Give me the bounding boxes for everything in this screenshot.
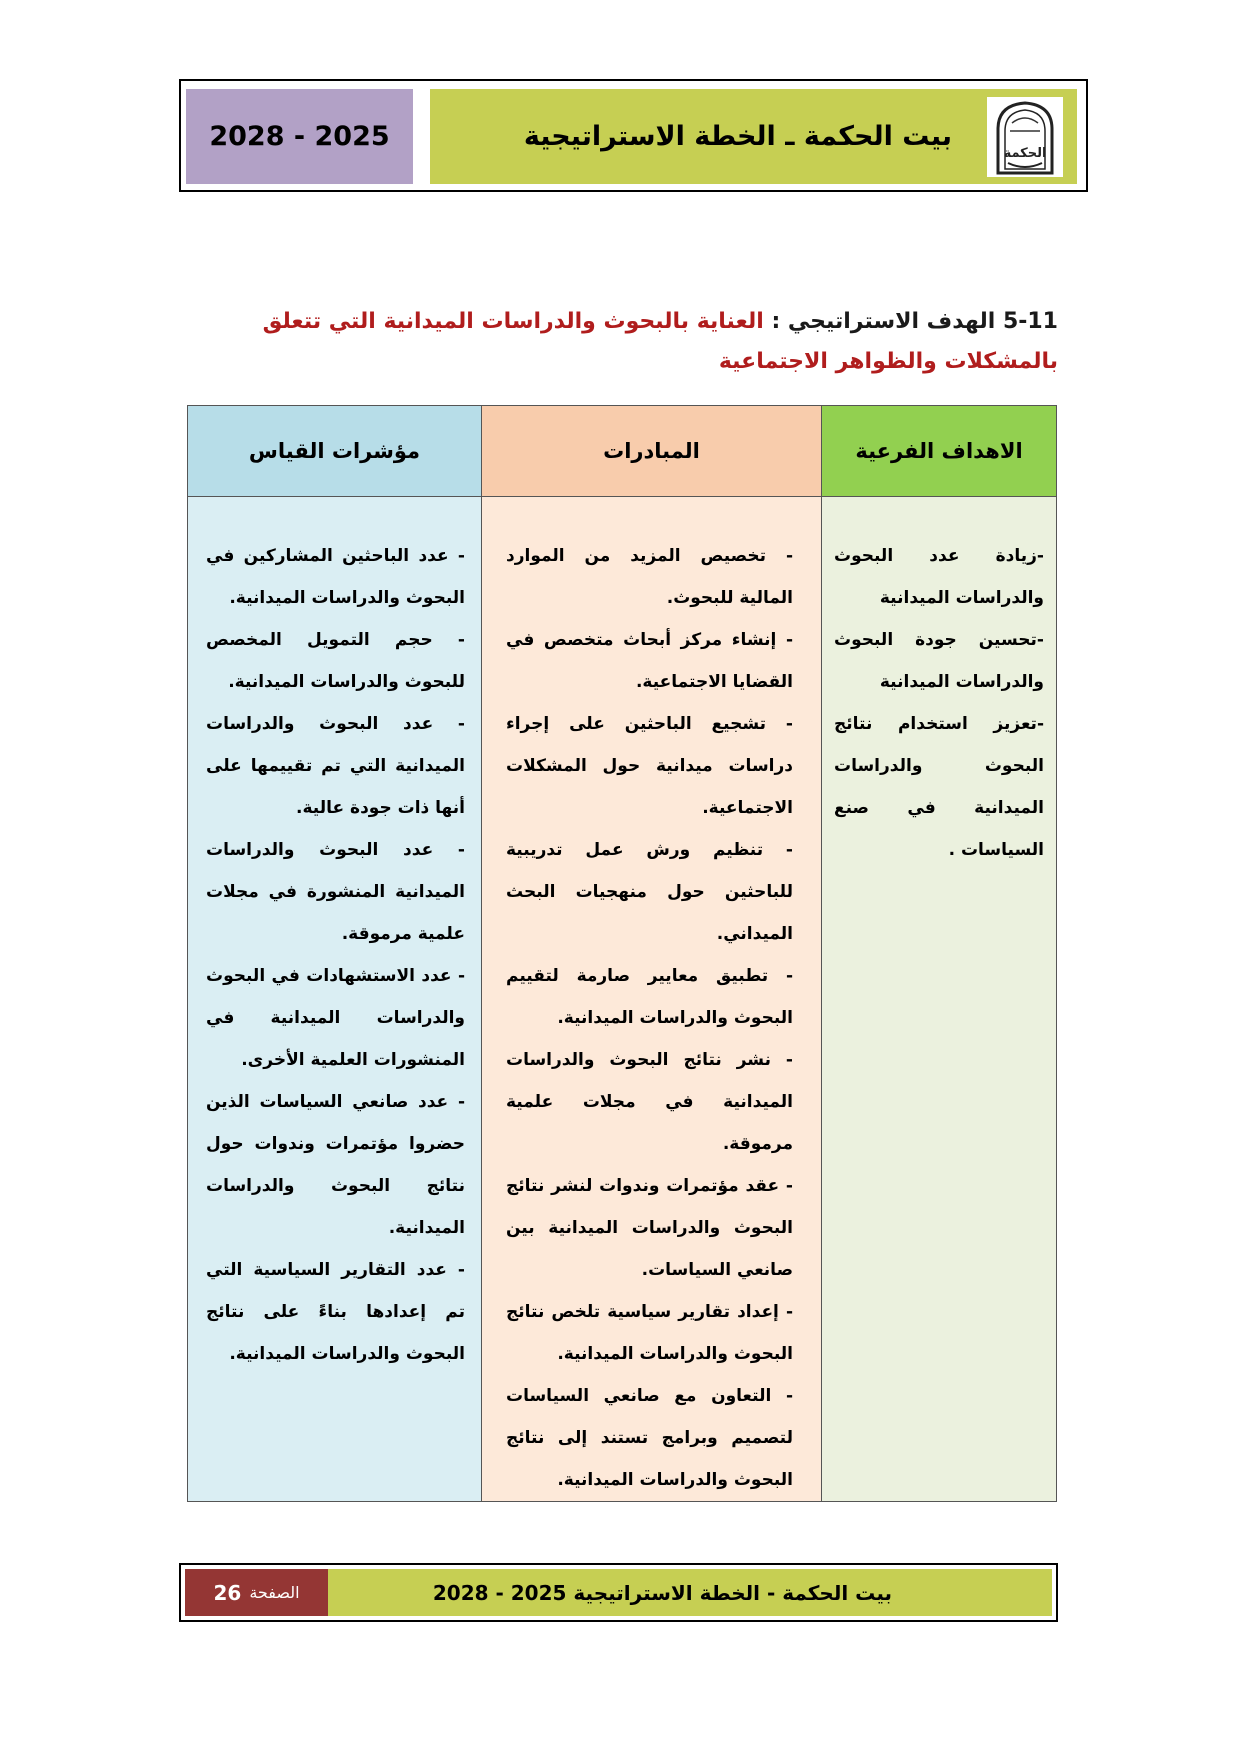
indicator-item: - عدد الاستشهادات في البحوث والدراسات الميدانية في المنشورات العلمية الأخرى. [206,966,465,1070]
table-row [188,497,1057,1502]
goal-number: 5-11 [1002,309,1058,334]
strategic-goal-heading [200,302,1058,382]
page-label: الصفحة [249,1583,300,1602]
indicator-item: - عدد الباحثين المشاركين في البحوث والدراسات الميدانية. [206,546,465,608]
initiative-item: - إنشاء مركز أبحاث متخصص في القضايا الاجتماعية. [506,630,793,692]
initiatives-cell [482,497,822,1502]
svg-text:الحكمة: الحكمة [1003,146,1047,161]
initiative-item: - التعاون مع صانعي السياسات لتصميم وبرامج تستند إلى نتائج البحوث والدراسات الميدانية. [506,1386,793,1490]
page-header [179,79,1088,192]
header-title-box [430,89,1077,184]
indicator-item: - عدد البحوث والدراسات الميدانية المنشورة في مجلات علمية مرموقة. [206,840,465,944]
sub-goal-item: -تحسين جودة البحوث والدراسات الميدانية [834,630,1044,692]
page-number: 26 [213,1580,242,1605]
strategy-table [187,405,1057,1502]
initiative-item: - تشجيع الباحثين على إجراء دراسات ميدانية حول المشكلات الاجتماعية. [506,714,793,818]
header-years: 2025 - 2028 [209,121,390,152]
sub-goal-item: -تعزيز استخدام نتائج البحوث والدراسات الميدانية في صنع السياسات . [834,714,1044,860]
sub-goal-item: -زيادة عدد البحوث والدراسات الميدانية [834,546,1044,608]
goal-text: العناية بالبحوث والدراسات الميدانية التي تتعلق بالمشكلات والظواهر الاجتماعية [262,309,1058,374]
sub-goals-cell [822,497,1057,1502]
initiative-item: - إعداد تقارير سياسية تلخص نتائج البحوث والدراسات الميدانية. [506,1302,793,1364]
header-initiatives: المبادرات [482,406,822,497]
header-title: بيت الحكمة ـ الخطة الاستراتيجية [523,121,952,152]
page-number-box [185,1569,328,1616]
footer-title-box [328,1569,1052,1616]
indicator-item: - عدد البحوث والدراسات الميدانية التي تم تقييمها على أنها ذات جودة عالية. [206,714,465,818]
indicator-item: - عدد صانعي السياسات الذين حضروا مؤتمرات وندوات حول نتائج البحوث والدراسات الميدانية. [206,1092,465,1238]
goal-label: الهدف الاستراتيجي : [771,309,996,334]
initiative-item: - تخصيص المزيد من الموارد المالية للبحوث. [506,546,793,608]
indicators-cell [188,497,482,1502]
table-header-row [188,406,1057,497]
initiative-item: - تنظيم ورش عمل تدريبية للباحثين حول منهجيات البحث الميداني. [506,840,793,944]
page-footer [179,1563,1058,1622]
initiative-item: - تطبيق معايير صارمة لتقييم البحوث والدراسات الميدانية. [506,966,793,1028]
footer-title: بيت الحكمة - الخطة الاستراتيجية 2025 - 2028 [432,1580,892,1605]
initiative-item: - نشر نتائج البحوث والدراسات الميدانية في مجلات علمية مرموقة. [506,1050,793,1154]
initiative-item: - عقد مؤتمرات وندوات لنشر نتائج البحوث والدراسات الميدانية بين صانعي السياسات. [506,1176,793,1280]
header-indicators: مؤشرات القياس [188,406,482,497]
indicator-item: - حجم التمويل المخصص للبحوث والدراسات الميدانية. [206,630,465,692]
header-years-box [186,89,413,184]
header-sub-goals: الاهداف الفرعية [822,406,1057,497]
indicator-item: - عدد التقارير السياسية التي تم إعدادها بناءً على نتائج البحوث والدراسات الميدانية. [206,1260,465,1364]
logo-icon [987,97,1063,177]
